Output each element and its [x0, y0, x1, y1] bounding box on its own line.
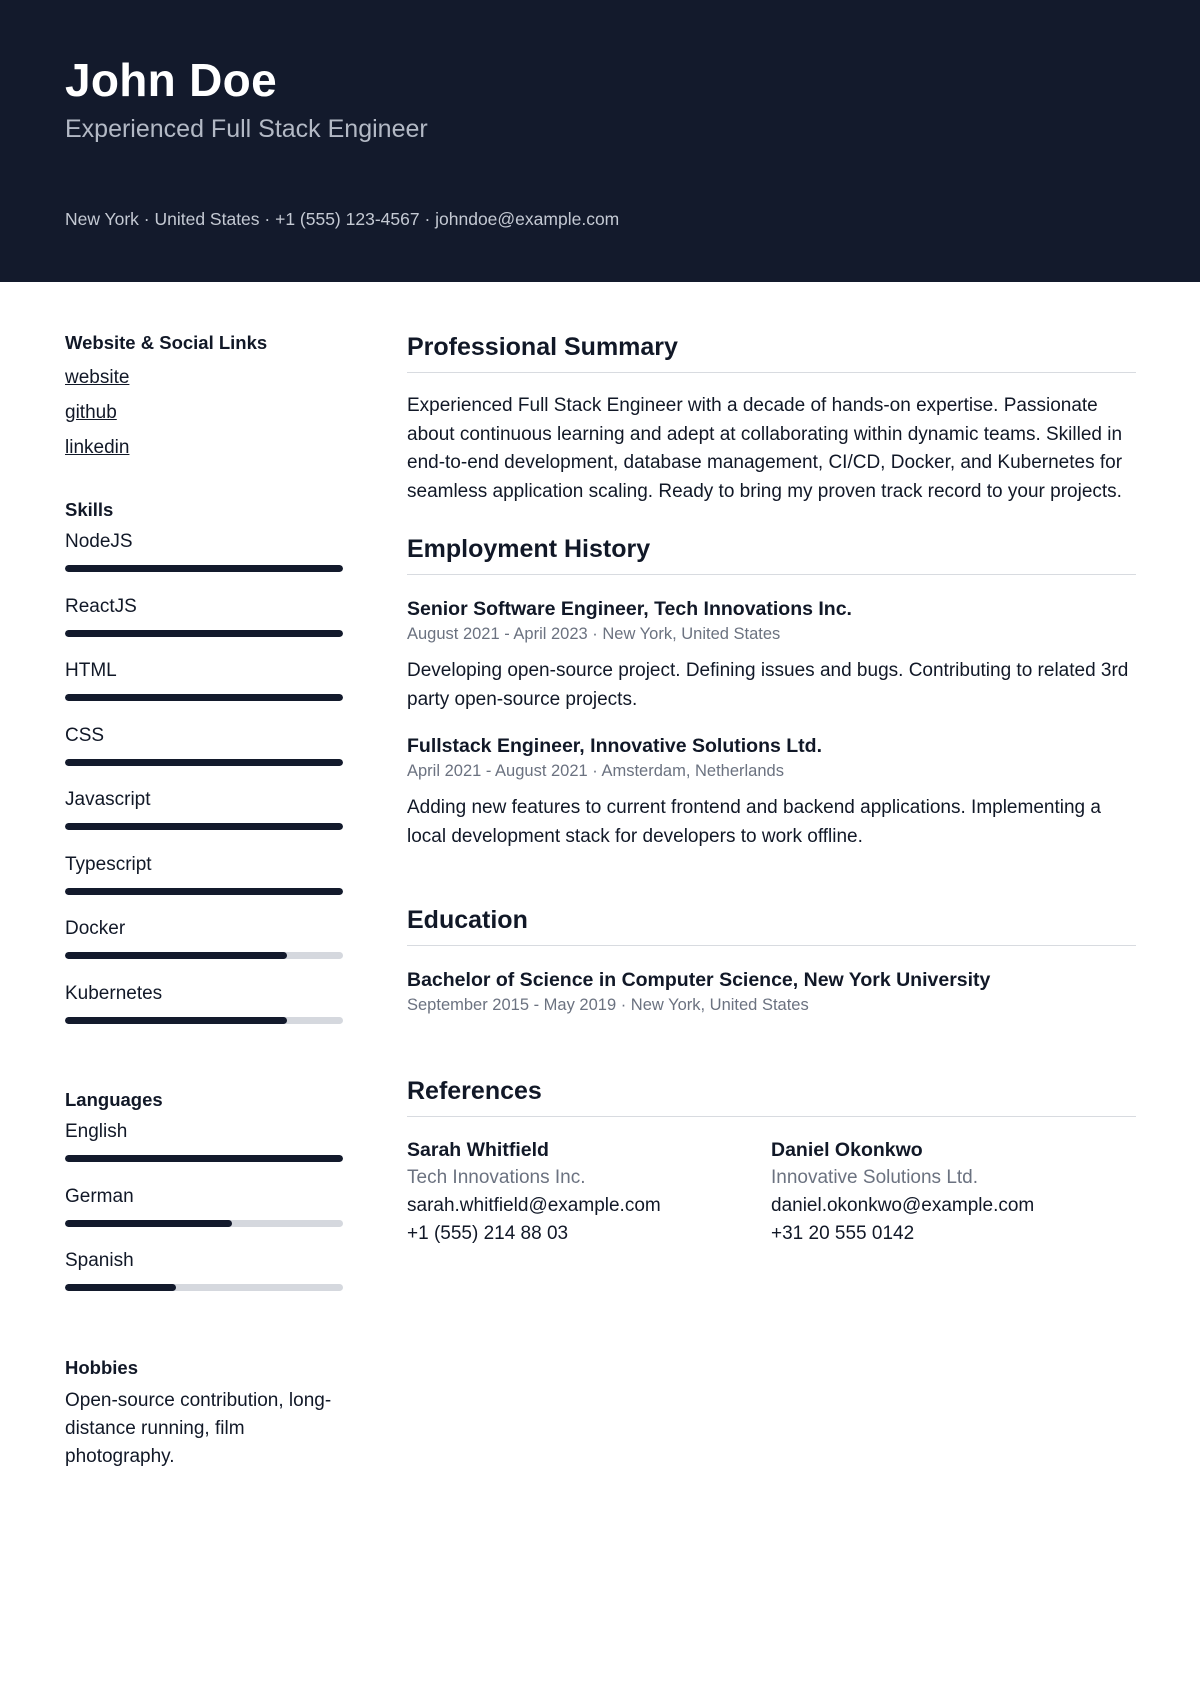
language-label: English: [65, 1121, 128, 1142]
skill-label: Kubernetes: [65, 982, 163, 1004]
reference-name: Sarah Whitfield: [407, 1139, 549, 1161]
language-item: [65, 1242, 343, 1307]
job-entry: [407, 595, 1136, 714]
job-title: Senior Software Engineer, Tech Innovations Inc.: [407, 598, 852, 620]
skill-level-fill: [65, 759, 343, 766]
skill-level-bar: [65, 823, 343, 830]
skill-level-bar: [65, 565, 343, 572]
skill-level-fill: [65, 823, 343, 830]
skill-label: NodeJS: [65, 531, 133, 552]
skill-label: HTML: [65, 660, 117, 681]
github-link[interactable]: github: [65, 402, 117, 423]
skill-label: Javascript: [65, 789, 151, 810]
links-heading: Website & Social Links: [65, 332, 268, 353]
links-section: [65, 330, 343, 461]
languages-heading: Languages: [65, 1089, 163, 1110]
skill-level-bar: [65, 952, 343, 959]
job-description: Developing open-source project. Defining issues and bugs. Contributing to related 3rd party open-source projects.: [407, 660, 1129, 710]
job-meta: April 2021 - August 2021 · Amsterdam, Netherlands: [407, 762, 784, 780]
language-item: [65, 1178, 343, 1243]
reference-email[interactable]: daniel.okonkwo@example.com: [771, 1195, 1035, 1216]
skill-label: Docker: [65, 918, 126, 939]
skill-level-bar: [65, 630, 343, 637]
skill-level-fill: [65, 888, 343, 895]
summary-section: [407, 330, 1136, 506]
linkedin-link[interactable]: linkedin: [65, 437, 130, 458]
skill-item: [65, 523, 343, 588]
hobbies-heading: Hobbies: [65, 1356, 138, 1378]
hobbies-section: [65, 1355, 343, 1471]
skill-level-bar: [65, 888, 343, 895]
languages-section: [65, 1087, 343, 1307]
skill-level-fill: [65, 630, 343, 637]
contact-line: New York · United States · +1 (555) 123-4567 · johndoe@example.com: [65, 209, 620, 229]
language-level-fill: [65, 1284, 176, 1291]
skills-heading: Skills: [65, 499, 114, 520]
skill-level-bar: [65, 1017, 343, 1024]
skill-level-fill: [65, 694, 343, 701]
reference-phone: +1 (555) 214 88 03: [407, 1223, 569, 1244]
language-item: [65, 1113, 343, 1178]
skill-item: [65, 588, 343, 653]
skill-item: [65, 910, 343, 975]
sidebar: [65, 330, 343, 1471]
skill-item: [65, 975, 343, 1040]
skills-section: [65, 497, 343, 1039]
reference-name: Daniel Okonkwo: [771, 1139, 923, 1161]
language-label: Spanish: [65, 1250, 134, 1271]
candidate-title: Experienced Full Stack Engineer: [65, 115, 428, 143]
skill-level-bar: [65, 694, 343, 701]
reference-phone: +31 20 555 0142: [771, 1223, 915, 1244]
skill-level-fill: [65, 952, 287, 959]
references-section: [407, 1074, 1136, 1248]
language-level-bar: [65, 1155, 343, 1162]
employment-heading: Employment History: [407, 532, 1136, 575]
skill-level-bar: [65, 759, 343, 766]
skill-label: CSS: [65, 724, 105, 746]
references-list: [407, 1137, 1136, 1248]
language-level-bar: [65, 1284, 343, 1291]
education-entry: [407, 966, 1136, 1016]
hobbies-text: Open-source contribution, long-distance running, film photography.: [65, 1389, 332, 1467]
reference-card: [407, 1137, 771, 1248]
references-heading: References: [407, 1074, 1136, 1117]
website-link[interactable]: website: [65, 367, 130, 388]
skill-item: [65, 846, 343, 911]
skill-level-fill: [65, 1017, 287, 1024]
language-level-bar: [65, 1220, 343, 1227]
language-level-fill: [65, 1220, 232, 1227]
skill-label: Typescript: [65, 853, 152, 875]
skill-item: [65, 717, 343, 782]
reference-company: Innovative Solutions Ltd.: [771, 1167, 979, 1188]
skills-list: [65, 523, 343, 1039]
skill-label: ReactJS: [65, 595, 137, 617]
resume-header: [0, 0, 1200, 282]
education-section: [407, 903, 1136, 1016]
summary-heading: Professional Summary: [407, 330, 1136, 373]
degree-title: Bachelor of Science in Computer Science, New York University: [407, 969, 991, 991]
employment-section: [407, 532, 1136, 851]
job-title: Fullstack Engineer, Innovative Solutions Ltd.: [407, 735, 822, 757]
education-heading: Education: [407, 903, 1136, 946]
skill-item: [65, 781, 343, 846]
job-meta: August 2021 - April 2023 · New York, United States: [407, 625, 781, 643]
main-content: [407, 330, 1136, 1248]
summary-text: Experienced Full Stack Engineer with a decade of hands-on expertise. Passionate about continuous learning and adept at collaborating within dynamic teams. Skilled in end-to-end development, database management, CI/CD, Docker, and Kubernetes for seamless application scaling. Ready to bring my proven track record to your projects.: [407, 395, 1123, 502]
degree-meta: September 2015 - May 2019 · New York, United States: [407, 996, 809, 1014]
candidate-name: John Doe: [65, 54, 277, 106]
language-level-fill: [65, 1155, 343, 1162]
language-label: German: [65, 1185, 134, 1207]
job-description: Adding new features to current frontend and backend applications. Implementing a local development stack for developers to work offline.: [407, 797, 1101, 847]
skill-level-fill: [65, 565, 343, 572]
reference-company: Tech Innovations Inc.: [407, 1167, 586, 1188]
reference-card: [771, 1137, 1135, 1248]
languages-list: [65, 1113, 343, 1307]
skill-item: [65, 652, 343, 717]
job-entry: [407, 732, 1136, 851]
reference-email[interactable]: sarah.whitfield@example.com: [407, 1195, 661, 1216]
